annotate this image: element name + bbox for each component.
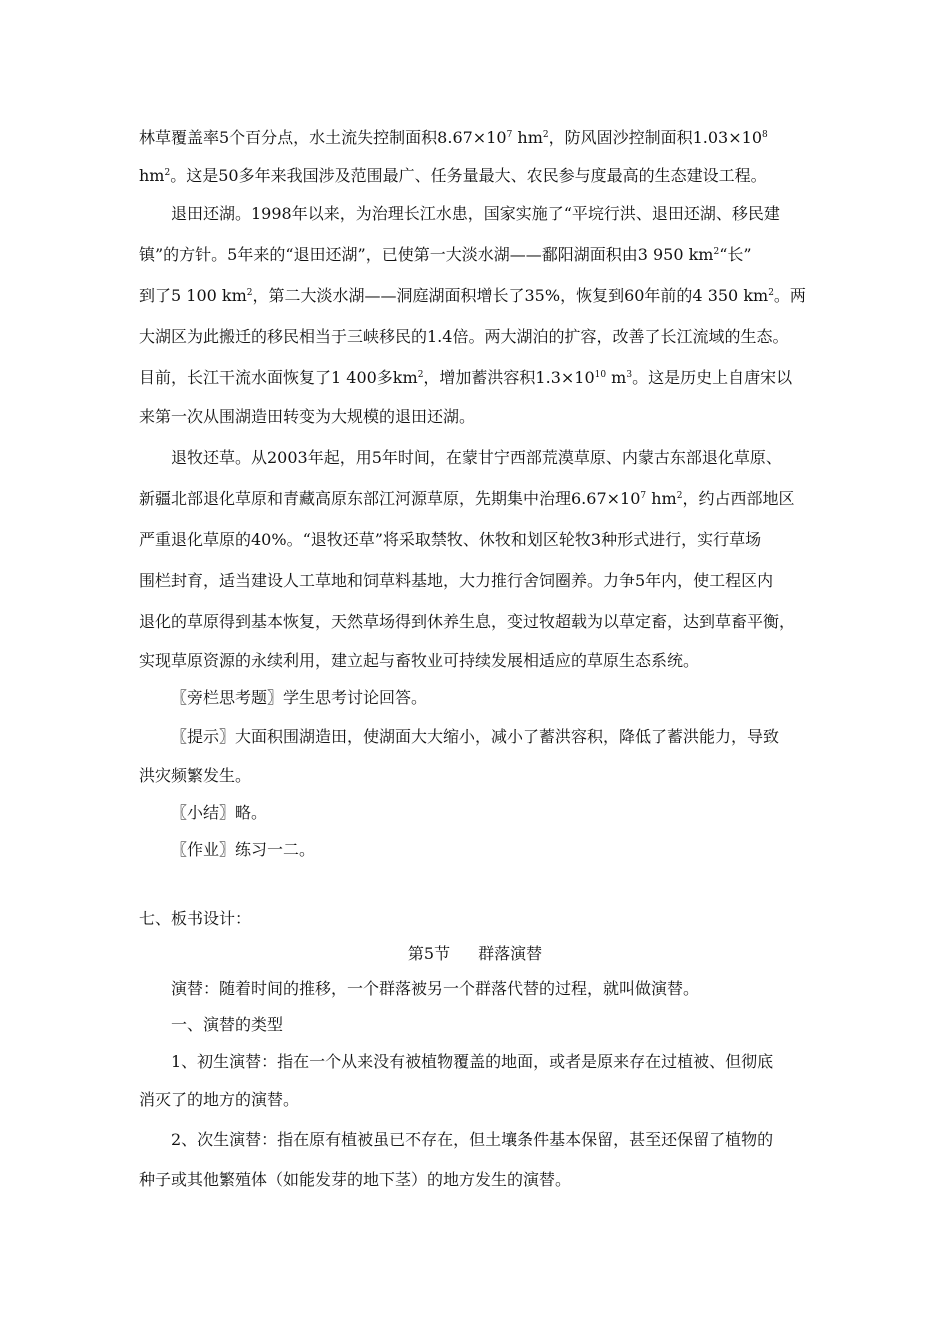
list-item: 1、初生演替：指在一个从来没有被植物覆盖的地面，或者是原来存在过植被、但彻底 — [171, 1052, 774, 1071]
list-item: 消灭了的地方的演替。 — [139, 1090, 300, 1109]
paragraph-line: 实现草原资源的永续利用，建立起与畜牧业可持续发展相适应的草原生态系统。 — [139, 651, 700, 670]
hint-line: 〖提示〗大面积围湖造田，使湖面大大缩小，减小了蓄洪容积，降低了蓄洪能力，导致 — [171, 727, 780, 746]
paragraph-line: 林草覆盖率5个百分点，水土流失控制面积$8.67\times 10^7$ $hm^2$，防风固沙控制面积$1.03\times 10^8$ — [139, 128, 768, 147]
sidebar-question: 〖旁栏思考题〗学生思考讨论回答。 — [171, 688, 428, 707]
list-item: 种子或其他繁殖体（如能发芽的地下茎）的地方发生的演替。 — [139, 1170, 572, 1189]
paragraph-line: 退田还湖。1998年以来，为治理长江水患，国家实施了“平垸行洪、退田还湖、移民建 — [171, 204, 780, 223]
list-item: 2、次生演替：指在原有植被虽已不存在，但土壤条件基本保留，甚至还保留了植物的 — [171, 1130, 774, 1149]
section-heading: 七、板书设计： — [139, 909, 252, 928]
definition: 演替：随着时间的推移，一个群落被另一个群落代替的过程，就叫做演替。 — [171, 979, 700, 998]
paragraph-line: 退化的草原得到基本恢复，天然草场得到休养生息，变过牧超载为以草定畜，达到草畜平衡， — [139, 612, 796, 631]
paragraph-line: 围栏封育，适当建设人工草地和饲草料基地，大力推行舍饲圈养。力争5年内，使工程区内 — [139, 571, 774, 590]
paragraph-line: 到了5 100 $km^2$，第二大淡水湖——洞庭湖面积增长了35%，恢复到60年前的4 350 $km^2$。两 — [139, 286, 806, 305]
paragraph-line: $hm^2$。这是50多年来我国涉及范围最广、任务量最大、农民参与度最高的生态建设工程。 — [139, 166, 767, 185]
paragraph-line: 严重退化草原的40%。“退牧还草”将采取禁牧、休牧和划区轮牧3种形式进行，实行草场 — [139, 530, 762, 549]
paragraph-line: 目前，长江干流水面恢复了1 400多$km^2$，增加蓄洪容积$1.3\times 10^{10}$ $m^3$。这是历史上自唐宋以 — [139, 368, 793, 387]
hint-line: 洪灾频繁发生。 — [139, 766, 252, 785]
paragraph-line: 镇”的方针。5年来的“退田还湖”，已使第一大淡水湖——鄱阳湖面积由3 950 $km^2“$长” — [139, 245, 752, 264]
paragraph-line: 来第一次从围湖造田转变为大规模的退田还湖。 — [139, 407, 476, 426]
homework: 〖作业〗练习一二。 — [171, 840, 316, 859]
paragraph-line: 新疆北部退化草原和青藏高原东部江河源草原，先期集中治理$6.67\times 10^7$ $hm^2$，约占西部地区 — [139, 489, 795, 508]
paragraph-line: 退牧还草。从2003年起，用5年时间，在蒙甘宁西部荒漠草原、内蒙古东部退化草原、 — [171, 448, 782, 467]
board-title: 第5节 群落演替 — [407, 944, 543, 963]
subsection-heading: 一、演替的类型 — [171, 1015, 284, 1034]
summary: 〖小结〗略。 — [171, 803, 268, 822]
paragraph-line: 大湖区为此搬迁的移民相当于三峡移民的1.4倍。两大湖泊的扩容，改善了长江流域的生态。 — [139, 327, 789, 346]
